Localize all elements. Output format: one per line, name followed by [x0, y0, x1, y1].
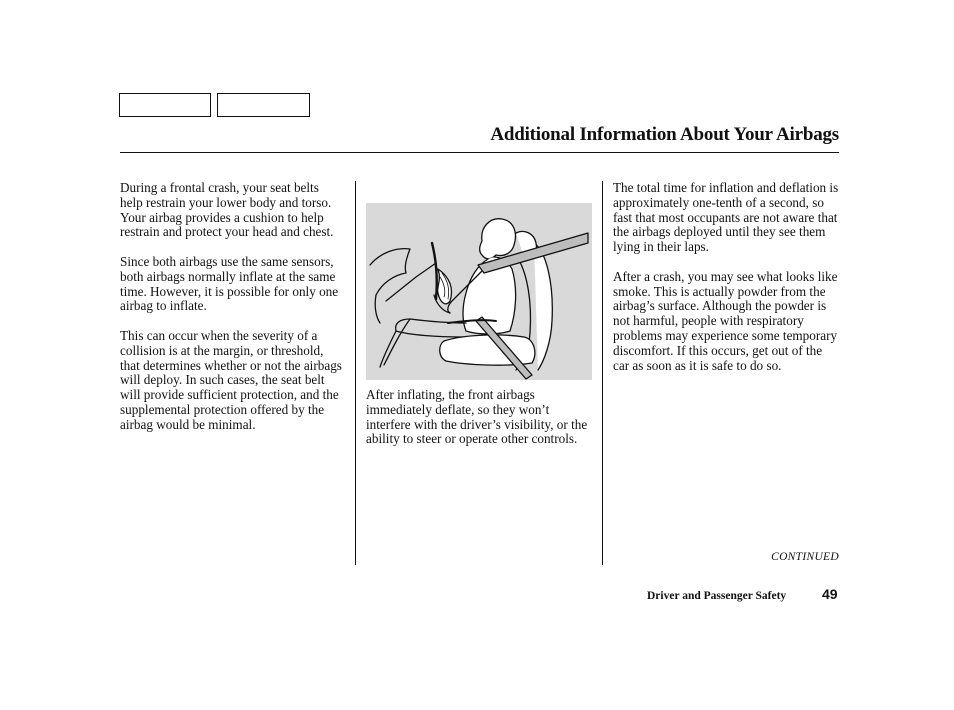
left-column	[120, 181, 342, 447]
paragraph: After a crash, you may see what looks like smoke. This is actually powder from the airbag’s surface. Although the powder is not harmful, people with respiratory problems may experience some temporary discomfort. If this occurs, get out of the car as soon as it is safe to do so.	[613, 268, 838, 373]
airbag-deflation-illustration	[366, 203, 592, 380]
occupant-lower-leg-2	[380, 331, 396, 367]
driver-airbag-drawing	[366, 203, 592, 380]
dashboard-lower	[375, 295, 380, 323]
dashboard	[370, 249, 410, 295]
header-tab-box-2	[217, 93, 310, 117]
continued-label: CONTINUED	[771, 551, 839, 563]
paragraph: After inflating, the front airbags immediately deflate, so they won’t interfere with the driver’s visibility, or the ability to steer or operate other controls.	[366, 387, 588, 447]
page-number: 49	[822, 586, 838, 602]
right-column	[613, 181, 839, 388]
page-title: Additional Information About Your Airbags	[490, 124, 839, 145]
seat-cushion	[440, 335, 535, 365]
middle-column	[366, 388, 590, 462]
steering-wheel	[432, 243, 437, 299]
footer-section-title: Driver and Passenger Safety	[647, 590, 787, 602]
title-rule	[120, 152, 839, 153]
occupant-lower-leg	[384, 319, 410, 365]
paragraph: This can occur when the severity of a collision is at the margin, or threshold, that determines whether or not the airbags will deploy. In such cases, the seat belt will provide sufficient protection, and the supplemental protection offered by the airbag would be minimal.	[120, 327, 342, 432]
paragraph: During a frontal crash, your seat belts help restrain your lower body and torso. Your airbag provides a cushion to help restrain and protect your head and chest.	[120, 180, 334, 240]
paragraph: The total time for inflation and deflation is approximately one-tenth of a second, so fast that most occupants are not aware that the airbags deployed until they see them lying in their laps.	[613, 180, 839, 255]
steering-column	[386, 263, 436, 301]
column-divider-2	[602, 181, 603, 565]
column-divider-1	[355, 181, 356, 565]
occupant-head	[480, 219, 516, 259]
paragraph: Since both airbags use the same sensors, both airbags normally inflate at the same time. However, it is possible for only one airbag to inflate.	[120, 253, 339, 314]
seat-back	[534, 243, 552, 370]
header-tab-box-1	[119, 93, 211, 117]
